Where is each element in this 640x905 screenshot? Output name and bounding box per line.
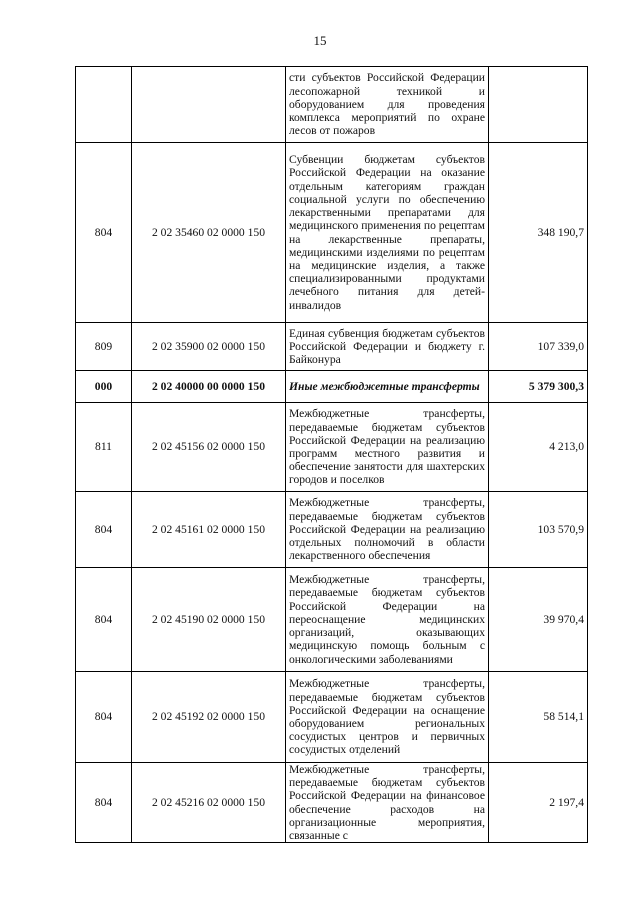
- admin-code-cell: 804: [76, 568, 132, 672]
- amount-cell: [489, 67, 588, 143]
- table-row: [76, 323, 588, 371]
- description-cell: Межбюджетные трансферты, передаваемые бюджетам субъектов Российской Федерации на реализацию программ местного развития и обеспечение занятости для шахтерских городов и поселков: [286, 403, 489, 492]
- table-row: [76, 492, 588, 568]
- description-cell: Межбюджетные трансферты, передаваемые бюджетам субъектов Российской Федерации на переоснащение медицинских организаций, оказывающих медицинскую помощь больным с онкологическими заболеваниями: [286, 568, 489, 672]
- table-row: [76, 143, 588, 323]
- admin-code-cell: [76, 67, 132, 143]
- description-cell: Межбюджетные трансферты, передаваемые бюджетам субъектов Российской Федерации на реализацию отдельных полномочий в области лекарственного обеспечения: [286, 492, 489, 568]
- amount-cell: 2 197,4: [489, 763, 588, 843]
- admin-code-cell: 811: [76, 403, 132, 492]
- admin-code-cell: 804: [76, 143, 132, 323]
- admin-code-cell: 000: [76, 371, 132, 403]
- budget-table: [75, 66, 588, 843]
- description-cell: Иные межбюджетные трансферты: [286, 371, 489, 403]
- table-row: [76, 403, 588, 492]
- kbk-code-cell: 2 02 45216 02 0000 150: [132, 763, 286, 843]
- amount-cell: 39 970,4: [489, 568, 588, 672]
- kbk-code-cell: 2 02 45190 02 0000 150: [132, 568, 286, 672]
- amount-cell: 107 339,0: [489, 323, 588, 371]
- description-cell: Межбюджетные трансферты, передаваемые бюджетам субъектов Российской Федерации на оснащение оборудованием региональных сосудистых центров и первичных сосудистых отделений: [286, 672, 489, 763]
- table-row: [76, 568, 588, 672]
- amount-cell: 103 570,9: [489, 492, 588, 568]
- amount-cell: 348 190,7: [489, 143, 588, 323]
- kbk-code-cell: 2 02 40000 00 0000 150: [132, 371, 286, 403]
- amount-cell: 58 514,1: [489, 672, 588, 763]
- kbk-code-cell: 2 02 45192 02 0000 150: [132, 672, 286, 763]
- amount-cell: 5 379 300,3: [489, 371, 588, 403]
- kbk-code-cell: 2 02 45156 02 0000 150: [132, 403, 286, 492]
- description-cell: Единая субвенция бюджетам субъектов Российской Федерации и бюджету г. Байконура: [286, 323, 489, 371]
- kbk-code-cell: 2 02 35900 02 0000 150: [132, 323, 286, 371]
- kbk-code-cell: 2 02 45161 02 0000 150: [132, 492, 286, 568]
- description-cell: Межбюджетные трансферты, передаваемые бюджетам субъектов Российской Федерации на финансовое обеспечение расходов на организационные мероприятия, связанные с: [286, 763, 489, 843]
- kbk-code-cell: 2 02 35460 02 0000 150: [132, 143, 286, 323]
- table-row: [76, 67, 588, 143]
- table-row: [76, 672, 588, 763]
- table-row: [76, 763, 588, 843]
- table-row-total: [76, 371, 588, 403]
- amount-cell: 4 213,0: [489, 403, 588, 492]
- page-number: 15: [313, 33, 327, 48]
- admin-code-cell: 809: [76, 323, 132, 371]
- description-cell: Субвенции бюджетам субъектов Российской Федерации на оказание отдельным категориям граждан социальной услуги по обеспечению лекарственными препаратами для медицинского применения по рецептам на лекарственные препараты, медицинскими изделиями по рецептам на медицинские изделия, а также специализированными продуктами лечебного питания для детей-инвалидов: [286, 143, 489, 323]
- admin-code-cell: 804: [76, 492, 132, 568]
- description-cell: сти субъектов Российской Федерации лесопожарной техникой и оборудованием для проведения комплекса мероприятий по охране лесов от пожаров: [286, 67, 489, 143]
- kbk-code-cell: [132, 67, 286, 143]
- admin-code-cell: 804: [76, 672, 132, 763]
- admin-code-cell: 804: [76, 763, 132, 843]
